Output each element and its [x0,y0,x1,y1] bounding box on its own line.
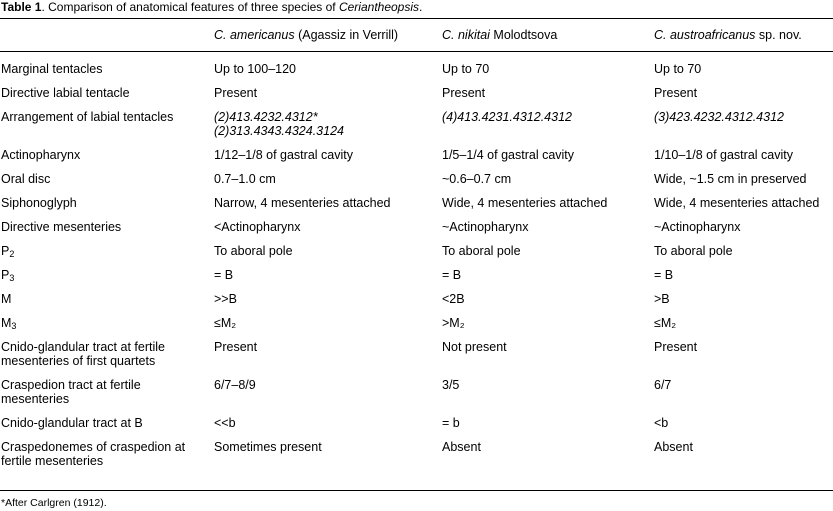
feature-cell: Craspedion tract at fertile mesenteries [1,378,141,406]
value-cell: = B [654,268,674,282]
header-cell-americanus: C. americanus (Agassiz in Verrill) [214,28,399,42]
value-cell: To aboral pole [442,244,521,258]
table-row [0,51,833,81]
table-row [0,239,833,263]
caption-label: Table 1 [1,0,42,14]
value-cell: >B [654,292,670,306]
table-row [0,191,833,215]
value-cell: 1/12–1/8 of gastral cavity [214,148,353,162]
caption-genus: Ceriantheopsis [338,0,420,14]
value-cell: Narrow, 4 mesenteries attached [214,196,391,210]
feature-cell: Directive labial tentacle [1,86,130,100]
value-cell: Absent [442,440,481,454]
value-cell: (2)413.4232.4312* (2)313.4343.4324.3124 [214,110,344,138]
value-cell: ≤M₂ [654,316,677,330]
header-cell-austroafricanus: C. austroafricanus sp. nov. [654,28,802,42]
value-cell: <<b [214,416,236,430]
value-cell: Sometimes present [214,440,322,454]
feature-cell: Siphonoglyph [1,196,77,210]
value-cell: To aboral pole [654,244,733,258]
value-cell: Up to 70 [442,62,490,76]
value-cell: (3)423.4232.4312.4312 [654,110,784,124]
feature-cell: Marginal tentacles [1,62,103,76]
feature-cell: Cnido-glandular tract at B [1,416,143,430]
value-cell: (4)413.4231.4312.4312 [442,110,572,124]
value-cell: Absent [654,440,693,454]
value-cell: >>B [214,292,237,306]
value-cell: 1/5–1/4 of gastral cavity [442,148,575,162]
table-caption [1,0,422,15]
value-cell: ~Actinopharynx [654,220,741,234]
caption-end: . [419,0,423,14]
value-cell: To aboral pole [214,244,293,258]
value-cell: 3/5 [442,378,460,392]
value-cell: <b [654,416,669,430]
table-row [0,105,833,143]
value-cell: 1/10–1/8 of gastral cavity [654,148,793,162]
feature-cell: Arrangement of labial tentacles [1,110,174,124]
value-cell: Wide, ~1.5 cm in preserved [654,172,807,186]
table-row [0,373,833,411]
comparison-table [0,19,833,473]
table-row [0,287,833,311]
value-cell: = B [214,268,234,282]
feature-cell: Cnido-glandular tract at fertile mesenteries of first quartets [1,340,165,368]
feature-cell: Oral disc [1,172,51,186]
header-row [0,19,833,51]
value-cell: 0.7–1.0 cm [214,172,276,186]
table-row [0,167,833,191]
value-cell: <Actinopharynx [214,220,301,234]
bottom-rule [0,490,833,491]
feature-cell: Actinopharynx [1,148,81,162]
value-cell: Not present [442,340,507,354]
value-cell: Wide, 4 mesenteries attached [654,196,820,210]
feature-cell: Craspedonemes of craspedion at fertile mesenteries [1,440,186,468]
value-cell: Up to 100–120 [214,62,297,76]
value-cell: Present [654,86,698,100]
value-cell: = B [442,268,462,282]
value-cell: >M₂ [442,316,465,330]
value-cell: ~Actinopharynx [442,220,529,234]
table-row [0,435,833,473]
value-cell: ≤M₂ [214,316,237,330]
caption-text: . Comparison of anatomical features of three species of [41,0,339,14]
table-row [0,81,833,105]
header-cell-nikitai: C. nikitai Molodtsova [442,28,558,42]
table-row [0,311,833,335]
value-cell: Present [214,86,258,100]
value-cell: = b [442,416,460,430]
value-cell: ~0.6–0.7 cm [442,172,512,186]
feature-cell: Directive mesenteries [1,220,122,234]
feature-cell: $P_3$ [1,268,15,283]
value-cell: Wide, 4 mesenteries attached [442,196,608,210]
footnote: *After Carlgren (1912). [1,497,107,509]
value-cell: Present [442,86,486,100]
value-cell: Up to 70 [654,62,702,76]
value-cell: 6/7–8/9 [214,378,256,392]
table-row [0,215,833,239]
feature-cell: $M_3$ [1,316,17,331]
table-row [0,335,833,373]
header-cell-feature [0,19,200,51]
feature-cell: M [1,292,12,306]
feature-cell: $P_2$ [1,244,15,259]
table-row [0,143,833,167]
value-cell: Present [654,340,698,354]
value-cell: <2B [442,292,465,306]
table-row [0,411,833,435]
value-cell: Present [214,340,258,354]
table-row [0,263,833,287]
value-cell: 6/7 [654,378,672,392]
